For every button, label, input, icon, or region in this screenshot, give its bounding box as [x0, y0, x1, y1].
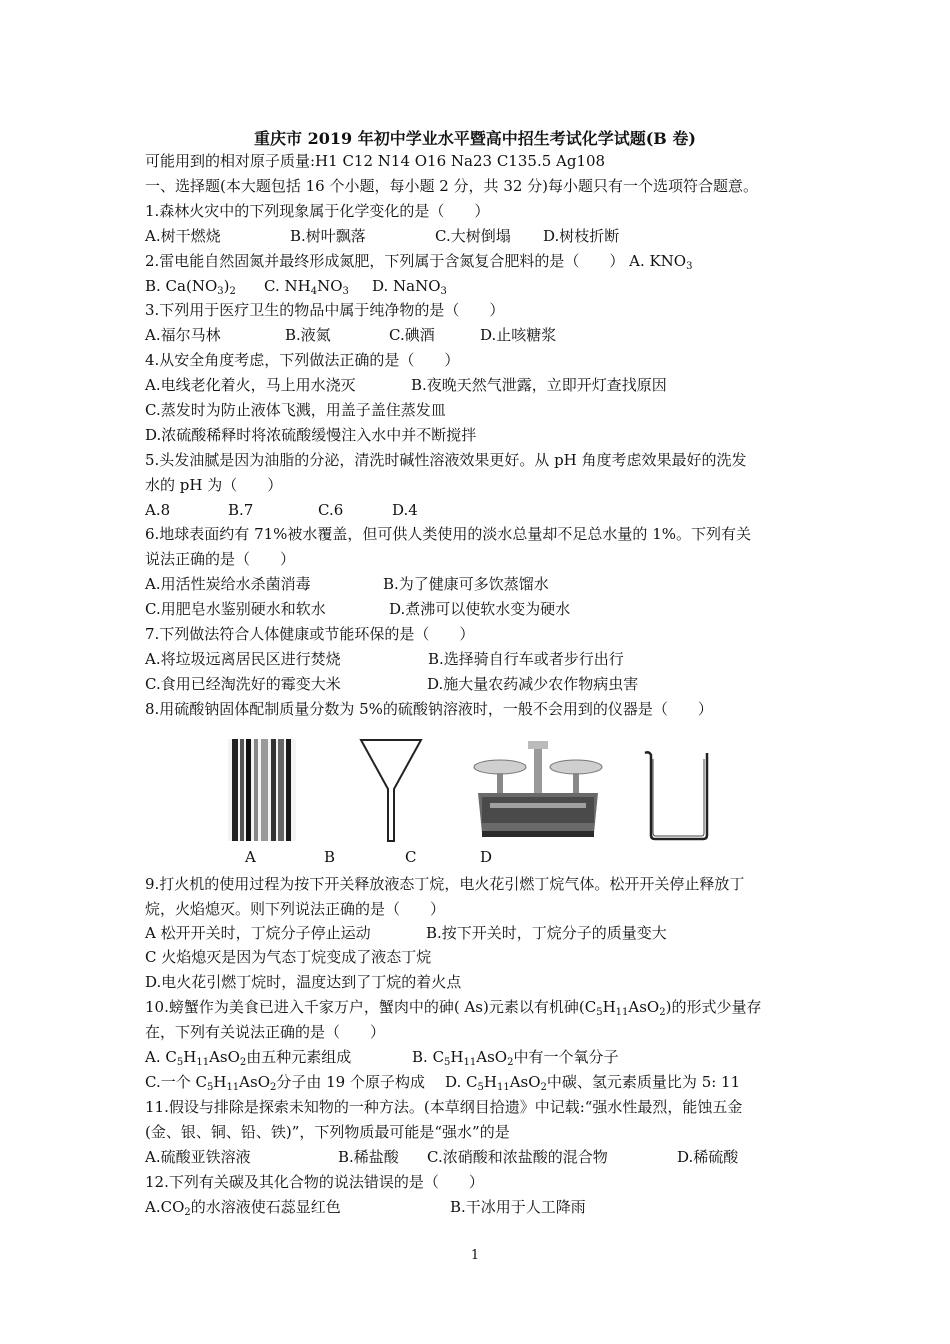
option-d: D.煮沸可以使软水变为硬水	[389, 600, 571, 618]
question-9-options-ab	[145, 922, 845, 944]
option-a: A.将垃圾远离居民区进行焚烧	[145, 650, 341, 668]
option-a: A.福尔马林	[145, 326, 221, 344]
option-a: A.用活性炭给水杀菌消毒	[145, 575, 311, 593]
question-6-stem: 6.地球表面约有 71%被水覆盖，但可供人类使用的淡水总量却不足总水量的 1%。下列有关	[145, 525, 751, 543]
option-d: D.浓硫酸稀释时将浓硫酸缓慢注入水中并不断搅拌	[145, 426, 477, 444]
question-1-options	[145, 225, 845, 247]
option-d: D.止咳糖浆	[480, 326, 557, 344]
section-heading: 一、选择题(本大题包括 16 个小题，每小题 2 分，共 32 分)每小题只有一个选项符合题意。	[145, 177, 759, 195]
option-d: D. $C_5H_{11}AsO_2$中碳、氢元素质量比为 5: 11	[445, 1073, 741, 1093]
page-number: 1	[470, 1248, 480, 1263]
funnel-icon	[358, 737, 424, 843]
option-d: D.稀硫酸	[677, 1148, 739, 1166]
option-d: D.电火花引燃丁烷时，温度达到了丁烷的着火点	[145, 973, 462, 991]
option-d: D. NaNO$_3$	[372, 277, 447, 297]
option-c: C 火焰熄灭是因为气态丁烷变成了液态丁烷	[145, 948, 432, 966]
page-title: 重庆市 2019 年初中学业水平暨高中招生考试化学试题(B 卷)	[254, 129, 696, 148]
question-9-stem-cont: 烷，火焰熄灭。则下列说法正确的是（ ）	[145, 900, 446, 918]
glass-rods-image	[228, 739, 296, 841]
beaker-icon	[643, 749, 713, 841]
figure-label-b: B	[324, 848, 336, 866]
option-c: C.一个 $C_5H_{11}AsO_2$分子由 19 个原子构成	[145, 1073, 425, 1093]
question-4-options-ab	[145, 374, 845, 396]
figure-label-c: C	[405, 848, 417, 866]
option-c: C.用肥皂水鉴别硬水和软水	[145, 600, 326, 618]
option-b: B.树叶飘落	[290, 227, 366, 245]
question-1-stem: 1.森林火灾中的下列现象属于化学变化的是（ ）	[145, 202, 490, 220]
option-b: B.稀盐酸	[338, 1148, 399, 1166]
option-a: $A.CO_2$的水溶液使石蕊显红色	[145, 1198, 341, 1218]
option-b: B. $C_5H_{11}AsO_2$中有一个氧分子	[412, 1048, 619, 1068]
question-10-options-ab	[145, 1046, 845, 1068]
option-d: D.4	[392, 501, 418, 519]
question-6-stem-cont: 说法正确的是（ ）	[145, 550, 296, 568]
option-b: B.按下开关时，丁烷分子的质量变大	[426, 924, 667, 942]
option-a: A.硫酸亚铁溶液	[145, 1148, 251, 1166]
question-8-figures	[0, 733, 950, 848]
option-b: B. $Ca(NO_3)_2$	[145, 277, 236, 297]
question-7-stem: 7.下列做法符合人体健康或节能环保的是（ ）	[145, 625, 475, 643]
question-7-options-ab	[145, 648, 845, 670]
question-6-options-ab	[145, 573, 845, 595]
option-b: B.选择骑自行车或者步行出行	[428, 650, 624, 668]
question-5-stem: 5.头发油腻是因为油脂的分泌，清洗时碱性溶液效果更好。从 pH 角度考虑效果最好的洗发	[145, 451, 747, 469]
option-a: A.电线老化着火，马上用水浇灭	[145, 376, 356, 394]
question-10-options-cd	[145, 1071, 845, 1093]
question-5-options	[145, 499, 845, 521]
option-c: C.蒸发时为防止液体飞溅，用盖子盖住蒸发皿	[145, 401, 446, 419]
option-c: C.大树倒塌	[435, 227, 511, 245]
option-b: B.夜晚天然气泄露，立即开灯查找原因	[411, 376, 667, 394]
option-a: A 松开开关时，丁烷分子停止运动	[145, 924, 371, 942]
question-11-stem: 11.假设与排除是探索未知物的一种方法。(本草纲目拾遗》中记载:“强水性最烈，能蚀五金	[145, 1098, 743, 1116]
question-10-stem: 10.螃蟹作为美食已进入千家万户，蟹肉中的砷( As)元素以有机砷$(C_5H_{11}AsO_2)$的形式少量存	[145, 998, 762, 1018]
question-11-stem-cont: (金、银、铜、铅、铁)”，下列物质最可能是“强水”的是	[145, 1123, 510, 1141]
option-b: B.7	[228, 501, 254, 519]
option-d: D.树枝折断	[543, 227, 620, 245]
question-2-stem: 2.雷电能自然固氮并最终形成氮肥，下列属于含氮复合肥料的是（ ）	[145, 252, 625, 270]
atomic-masses: 可能用到的相对原子质量:H1 C12 N14 O16 Na23 C135.5 Ag108	[145, 152, 606, 170]
option-d: D.施大量农药减少农作物病虫害	[427, 675, 639, 693]
question-2-stem-line	[145, 250, 692, 272]
question-12-options	[145, 1196, 845, 1218]
option-a: A. $C_5H_{11}AsO_2$由五种元素组成	[145, 1048, 352, 1068]
option-b: B.为了健康可多饮蒸馏水	[383, 575, 549, 593]
question-8-stem: 8.用硫酸钠固体配制质量分数为 5%的硫酸钠溶液时，一般不会用到的仪器是（ ）	[145, 700, 713, 718]
balance-scale-image	[472, 737, 604, 841]
question-12-stem: 12.下列有关碳及其化合物的说法错误的是（ ）	[145, 1173, 484, 1191]
option-c: C.浓硝酸和浓盐酸的混合物	[427, 1148, 608, 1166]
option-c: C.食用已经淘洗好的霉变大米	[145, 675, 341, 693]
question-7-options-cd	[145, 673, 845, 695]
option-a: A. $KNO_3$	[629, 252, 693, 272]
option-c: C.6	[318, 501, 344, 519]
option-a: A.树干燃烧	[145, 227, 221, 245]
question-6-options-cd	[145, 598, 845, 620]
option-c: C.碘酒	[389, 326, 435, 344]
question-2-options	[145, 275, 845, 297]
option-b: B.液氮	[285, 326, 331, 344]
question-5-stem-cont: 水的 pH 为（ ）	[145, 476, 283, 494]
option-a: A.8	[145, 501, 171, 519]
option-c: C. $NH_4NO_3$	[264, 277, 349, 297]
question-3-stem: 3.下列用于医疗卫生的物品中属于纯净物的是（ ）	[145, 301, 505, 319]
option-b: B.干冰用于人工降雨	[450, 1198, 586, 1216]
question-3-options	[145, 324, 845, 346]
question-4-stem: 4.从安全角度考虑，下列做法正确的是（ ）	[145, 351, 460, 369]
question-9-stem: 9.打火机的使用过程为按下开关释放液态丁烷，电火花引燃丁烷气体。松开开关停止释放丁	[145, 875, 745, 893]
question-11-options	[145, 1146, 845, 1168]
figure-label-a: A	[245, 848, 256, 866]
figure-label-d: D	[480, 848, 493, 866]
question-10-stem-cont: 在，下列有关说法正确的是（ ）	[145, 1023, 386, 1041]
